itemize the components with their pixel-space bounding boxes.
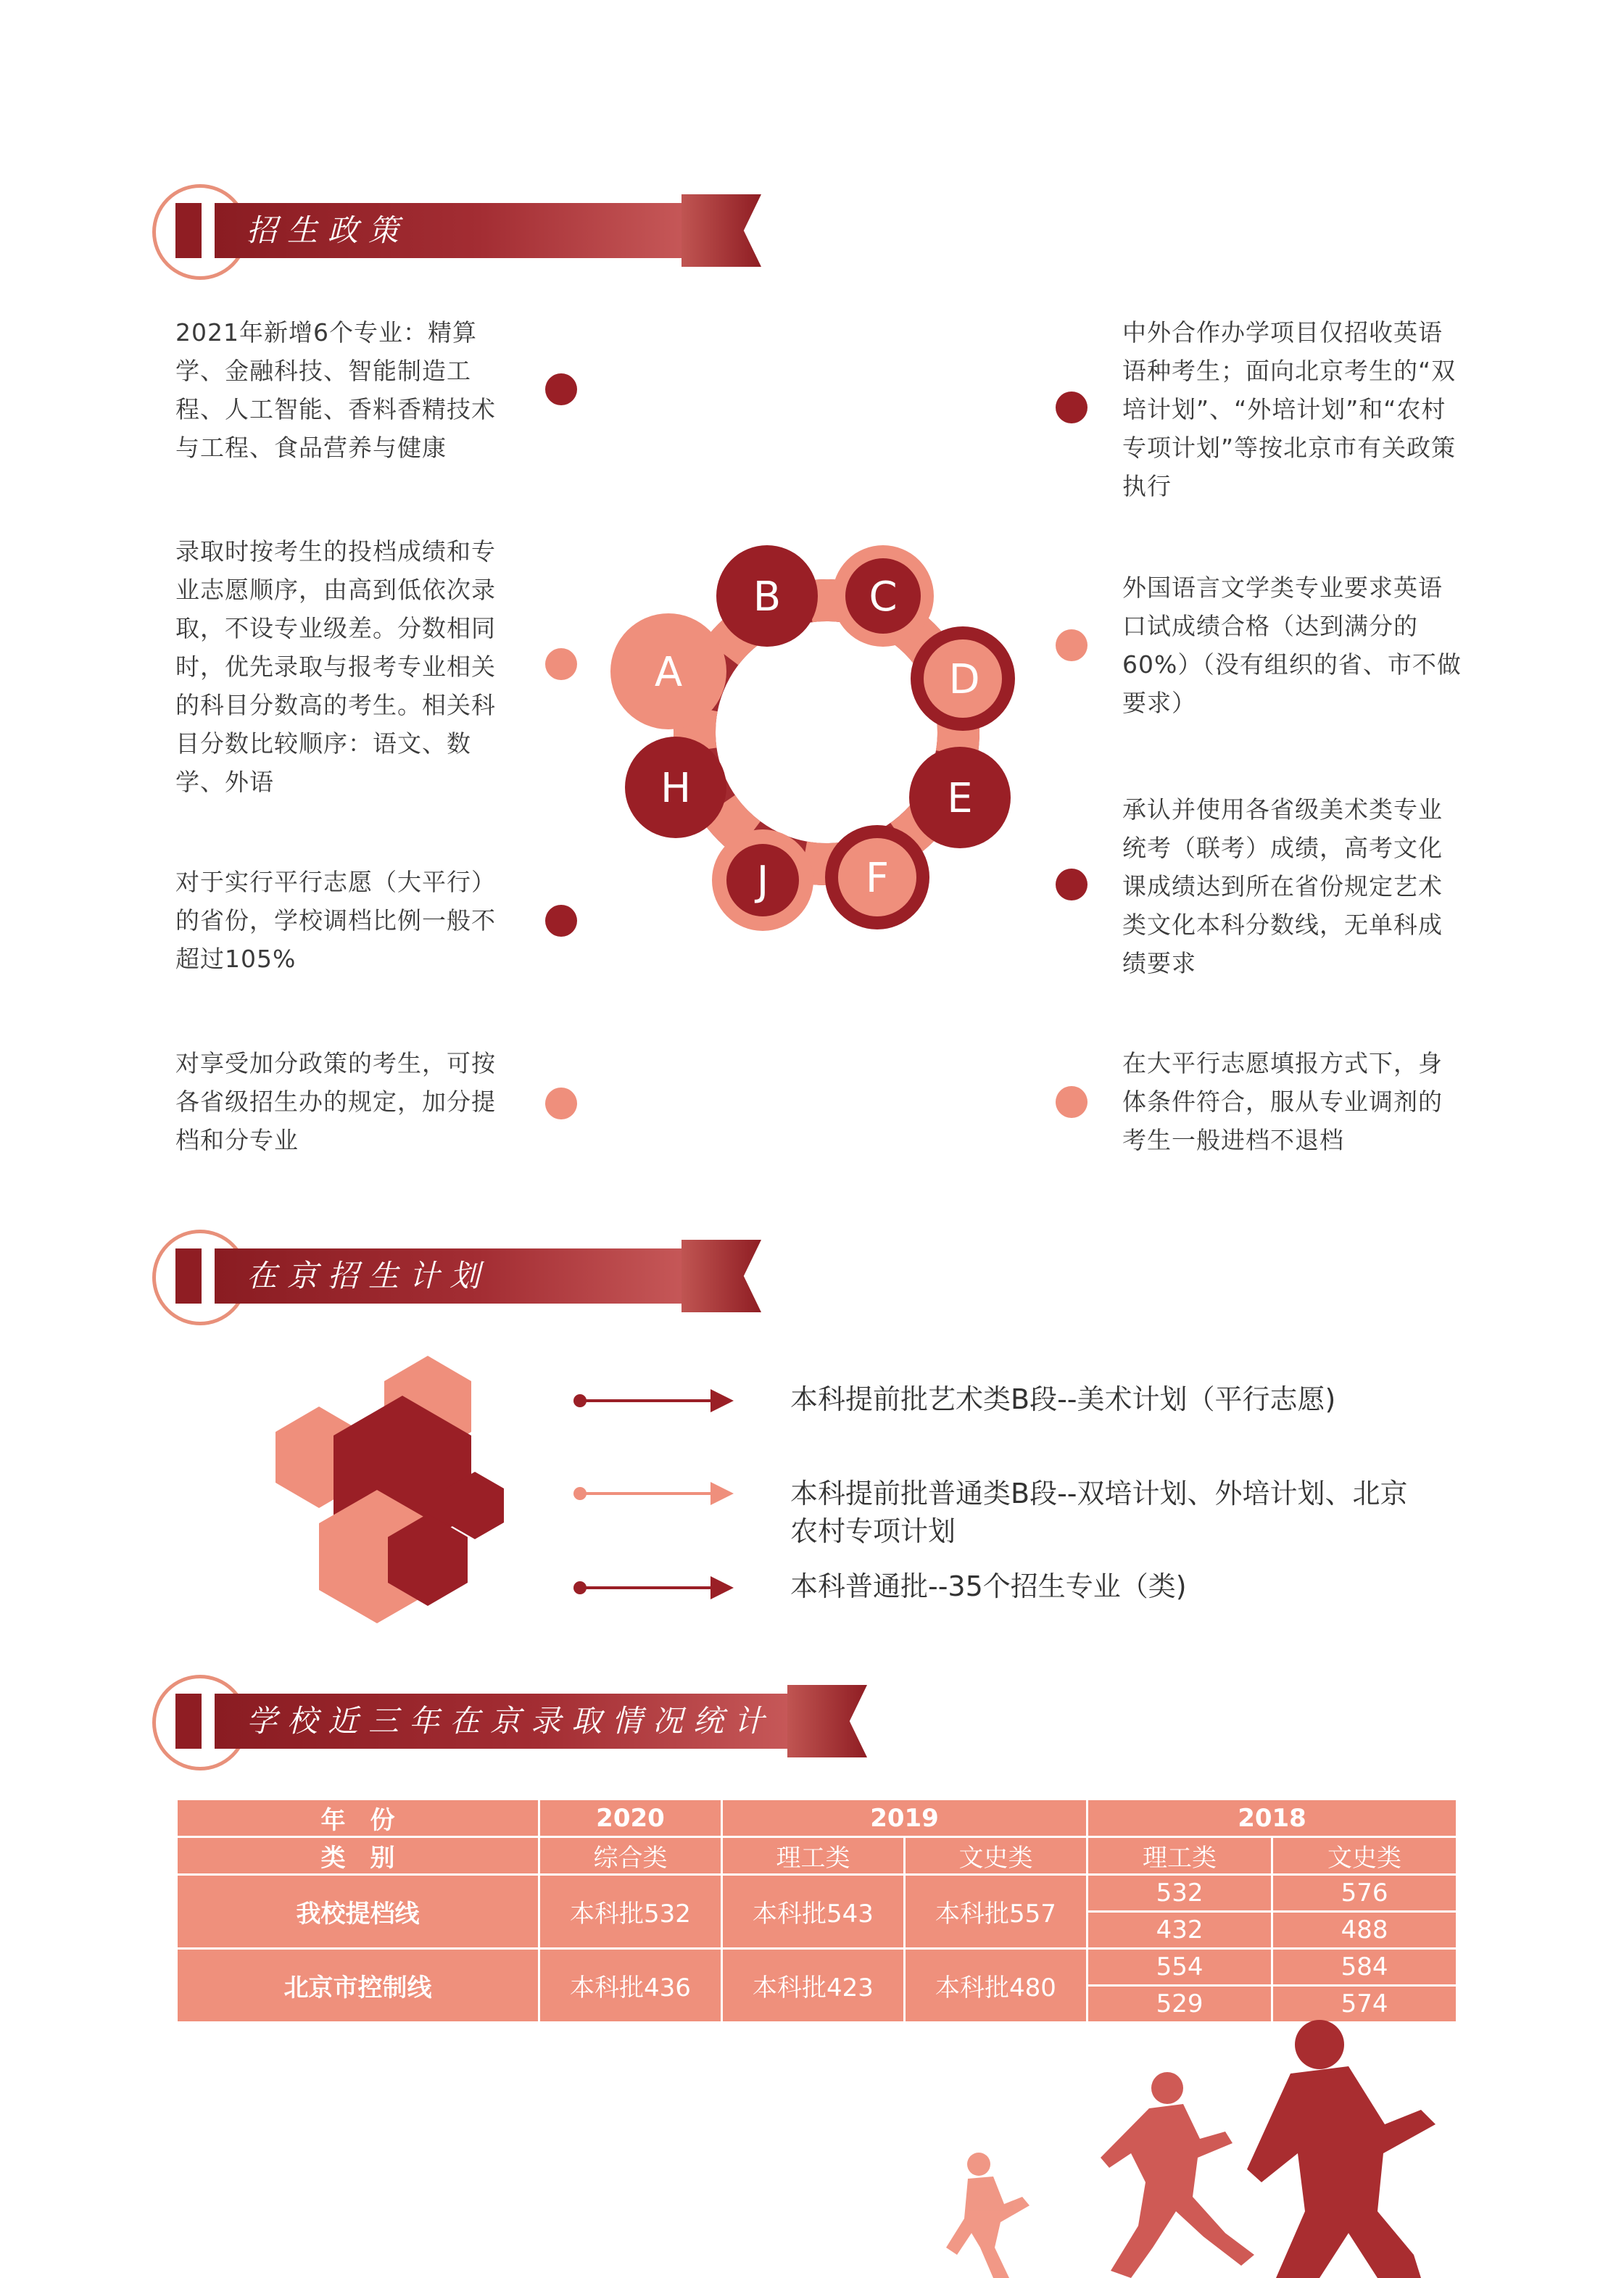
row-label: 我校提档线 bbox=[177, 1875, 539, 1949]
ring-letter: J bbox=[756, 858, 769, 905]
arrow-1 bbox=[573, 1389, 734, 1412]
table-cell: 本科批436 bbox=[539, 1949, 722, 2023]
table-cell: 432 bbox=[1088, 1912, 1272, 1949]
row-label: 北京市控制线 bbox=[177, 1949, 539, 2023]
policy-right-1: 中外合作办学项目仅招收英语语种考生；面向北京考生的“双培计划”、“外培计划”和“农村专项计划”等按北京市有关政策执行 bbox=[1122, 318, 1457, 500]
header-cell: 类 别 bbox=[177, 1837, 539, 1875]
section-title: 在京招生计划 bbox=[246, 1258, 491, 1293]
table-cell: 488 bbox=[1272, 1912, 1457, 1949]
table-cell: 529 bbox=[1088, 1986, 1272, 2023]
bullet-dot bbox=[545, 1088, 577, 1119]
table-cell: 554 bbox=[1088, 1949, 1272, 1986]
header-cell: 理工类 bbox=[1088, 1837, 1272, 1875]
section-title: 学校近三年在京录取情况统计 bbox=[246, 1703, 775, 1739]
table-row bbox=[177, 1875, 1457, 1912]
section-banner-policy bbox=[152, 168, 761, 284]
banner-marker bbox=[175, 1694, 202, 1749]
header-cell: 2020 bbox=[539, 1799, 722, 1837]
header-cell: 文史类 bbox=[1272, 1837, 1457, 1875]
table-cell: 本科批423 bbox=[722, 1949, 905, 2023]
policy-left-4: 对享受加分政策的考生，可按各省级招生办的规定，加分提档和分专业 bbox=[175, 1049, 496, 1154]
banner-marker bbox=[175, 1248, 202, 1304]
ring-letter: A bbox=[654, 649, 683, 696]
table-cell: 584 bbox=[1272, 1949, 1457, 1986]
table-row bbox=[177, 1949, 1457, 1986]
table-cell: 本科批557 bbox=[905, 1875, 1088, 1949]
section-banner-plan bbox=[152, 1214, 761, 1330]
table-header-row bbox=[177, 1837, 1457, 1875]
header-cell: 文史类 bbox=[905, 1837, 1088, 1875]
runner-large bbox=[1247, 2020, 1436, 2278]
header-cell: 2018 bbox=[1088, 1799, 1457, 1837]
policy-left-3: 对于实行平行志愿（大平行）的省份，学校调档比例一般不超过105% bbox=[175, 868, 496, 973]
ring-letter: C bbox=[869, 573, 898, 621]
table-cell: 576 bbox=[1272, 1875, 1457, 1912]
policy-right-4: 在大平行志愿填报方式下，身体条件符合，服从专业调剂的考生一般进档不退档 bbox=[1122, 1049, 1443, 1154]
runner-medium bbox=[1101, 2072, 1254, 2278]
table-header-row bbox=[177, 1799, 1457, 1837]
header-cell: 2019 bbox=[722, 1799, 1088, 1837]
plan-item-3: 本科普通批--35个招生专业（类) bbox=[790, 1570, 1187, 1602]
ring-letter: D bbox=[948, 656, 980, 703]
bullet-dot bbox=[545, 648, 577, 680]
arrow-2 bbox=[573, 1482, 734, 1505]
header-cell: 年 份 bbox=[177, 1799, 539, 1837]
ring-letter: F bbox=[865, 855, 890, 902]
plan-item-1: 本科提前批艺术类B段--美术计划（平行志愿) bbox=[790, 1383, 1336, 1415]
ring-letter: H bbox=[660, 765, 692, 812]
admission-stats-table bbox=[175, 1798, 1458, 2024]
section-title: 招生政策 bbox=[246, 212, 410, 248]
bullet-dot bbox=[1056, 869, 1088, 900]
ring-letter: B bbox=[753, 573, 782, 621]
table-cell: 574 bbox=[1272, 1986, 1457, 2023]
header-cell: 理工类 bbox=[722, 1837, 905, 1875]
ring-letter: E bbox=[947, 775, 973, 822]
table-cell: 本科批480 bbox=[905, 1949, 1088, 2023]
arrow-3 bbox=[573, 1576, 734, 1599]
plan-arrows bbox=[573, 1385, 747, 1602]
bullet-dot bbox=[1056, 392, 1088, 423]
table-cell: 本科批532 bbox=[539, 1875, 722, 1949]
header-cell: 综合类 bbox=[539, 1837, 722, 1875]
section-banner-stats bbox=[152, 1659, 870, 1775]
hexagon-cluster-graphic bbox=[268, 1356, 529, 1624]
molecule-ring-diagram bbox=[609, 529, 1030, 950]
banner-tail bbox=[787, 1685, 867, 1757]
banner-tail bbox=[682, 194, 761, 267]
policy-right-2: 外国语言文学类专业要求英语口试成绩合格（达到满分的60%）（没有组织的省、市不做要求） bbox=[1122, 573, 1462, 717]
banner-marker bbox=[175, 203, 202, 258]
bullet-dot bbox=[545, 373, 577, 405]
policy-right-3: 承认并使用各省级美术类专业统考（联考）成绩，高考文化课成绩达到所在省份规定艺术类文化本科分数线，无单科成绩要求 bbox=[1122, 795, 1443, 977]
policy-left-2: 录取时按考生的投档成绩和专业志愿顺序，由高到低依次录取，不设专业级差。分数相同时，优先录取与报考专业相关的科目分数高的考生。相关科目分数比较顺序：语文、数学、外语 bbox=[175, 537, 496, 796]
bullet-dot bbox=[1056, 1086, 1088, 1118]
bullet-dot bbox=[545, 905, 577, 937]
table-cell: 532 bbox=[1088, 1875, 1272, 1912]
table-cell: 本科批543 bbox=[722, 1875, 905, 1949]
runners-silhouette-graphic bbox=[914, 2016, 1624, 2278]
banner-tail bbox=[682, 1240, 761, 1312]
bullet-dot bbox=[1056, 629, 1088, 661]
plan-item-2: 本科提前批普通类B段--双培计划、外培计划、北京农村专项计划 bbox=[790, 1478, 1408, 1547]
policy-left-1: 2021年新增6个专业：精算学、金融科技、智能制造工程、人工智能、香料香精技术与工程、食品营养与健康 bbox=[175, 318, 496, 462]
runner-small bbox=[946, 2153, 1030, 2278]
